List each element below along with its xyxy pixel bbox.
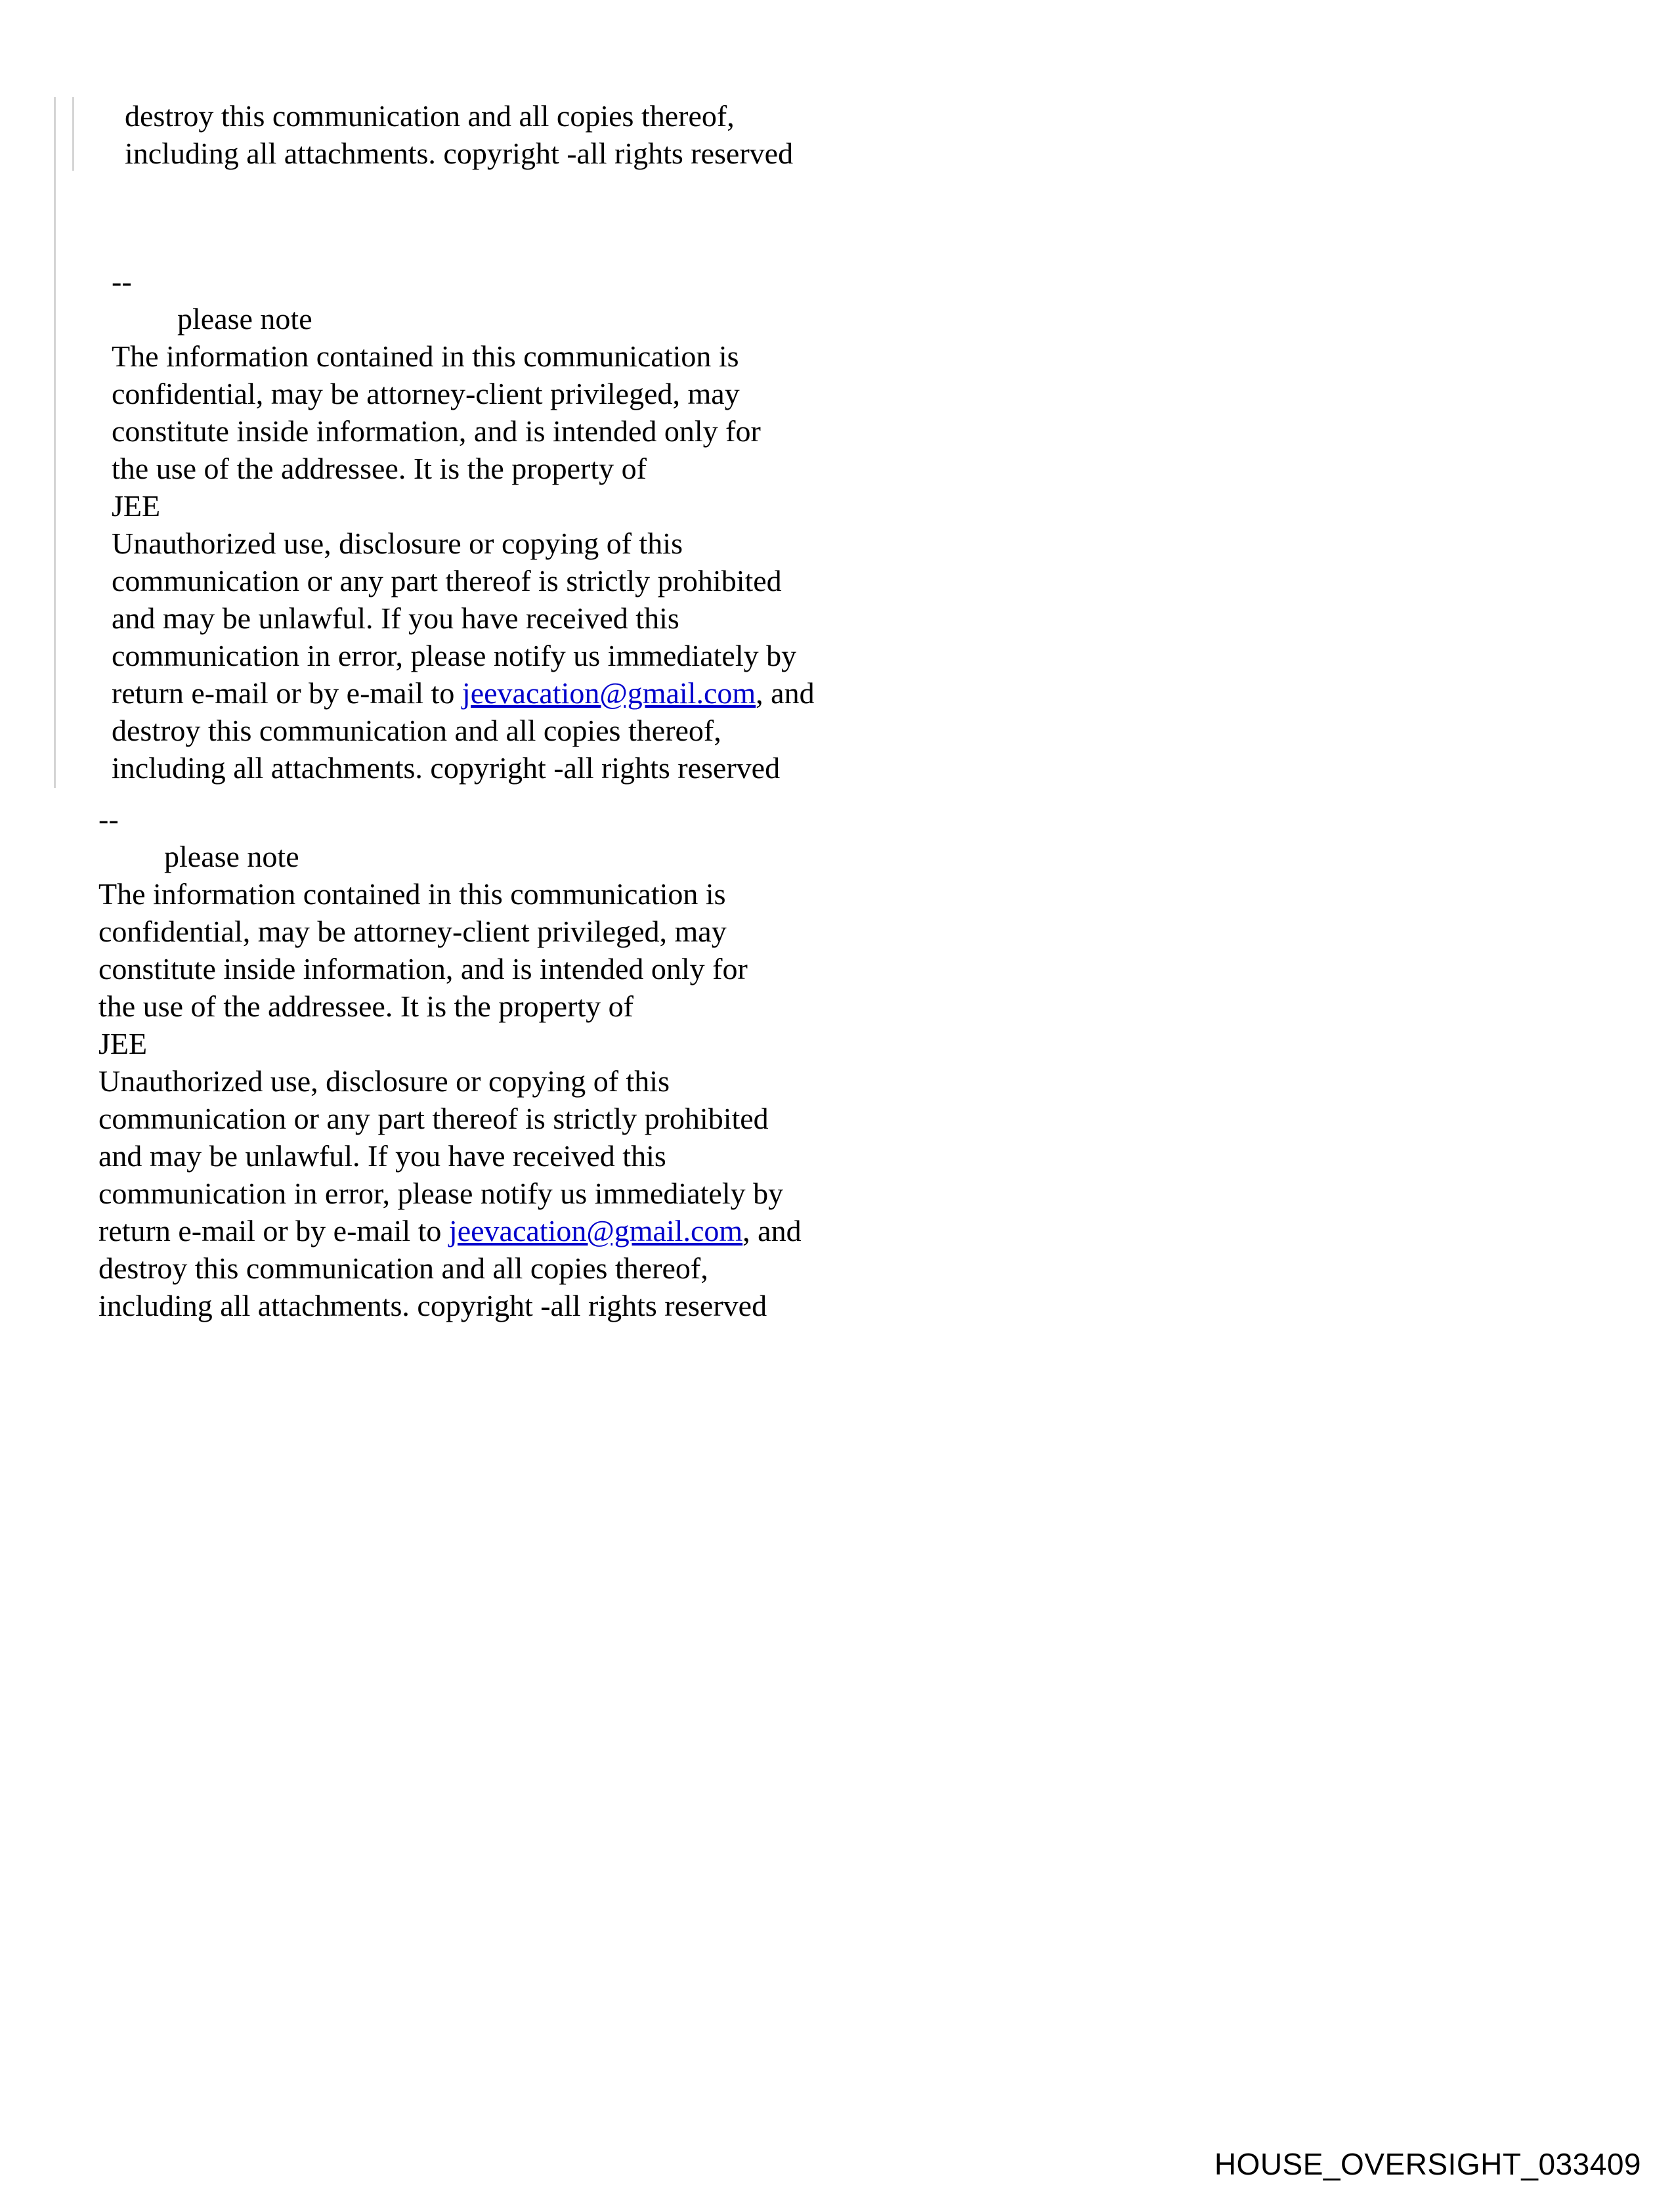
text-line: destroy this communication and all copies thereof, — [98, 1251, 708, 1285]
text-fragment: , and — [742, 1214, 802, 1247]
text-line: including all attachments. copyright -all rights reserved — [112, 751, 781, 785]
text-line: communication or any part thereof is strictly prohibited — [98, 1102, 769, 1135]
text-fragment: return e-mail or by e-mail to — [112, 676, 462, 710]
text-line: the use of the addressee. It is the property of — [98, 989, 633, 1023]
text-line: Unauthorized use, disclosure or copying of this — [98, 1064, 670, 1098]
text-fragment: , and — [756, 676, 815, 710]
text-line: and may be unlawful. If you have received this — [98, 1139, 666, 1173]
text-line: communication in error, please notify us immediately by — [112, 639, 797, 672]
text-line: destroy this communication and all copies thereof, — [125, 99, 735, 133]
text-line: The information contained in this communication is — [98, 877, 726, 911]
text-line: the use of the addressee. It is the property of — [112, 452, 647, 485]
signature-separator: -- — [112, 265, 132, 298]
text-line: communication or any part thereof is strictly prohibited — [112, 564, 782, 597]
main-signature-block — [98, 800, 802, 1324]
text-line: destroy this communication and all copies thereof, — [112, 714, 721, 747]
text-line: including all attachments. copyright -all rights reserved — [125, 137, 794, 170]
quoted-signature-block — [112, 263, 815, 787]
owner-name: JEE — [112, 489, 161, 523]
signature-separator: -- — [98, 802, 119, 836]
text-line: communication in error, please notify us immediately by — [98, 1177, 784, 1210]
please-note-heading: please note — [177, 302, 312, 336]
quote-bar-outer — [54, 97, 56, 788]
quote-bar-inner — [72, 97, 74, 171]
text-line: Unauthorized use, disclosure or copying of this — [112, 527, 683, 560]
email-link[interactable]: jeevacation@gmail.com — [448, 1214, 743, 1247]
owner-name: JEE — [98, 1027, 148, 1060]
text-line-with-email — [112, 674, 815, 712]
bates-number: HOUSE_OVERSIGHT_033409 — [1214, 2147, 1641, 2181]
please-note-heading: please note — [164, 840, 299, 873]
quoted-fragment-top — [125, 97, 793, 172]
text-line: constitute inside information, and is intended only for — [98, 952, 748, 986]
text-line: and may be unlawful. If you have received this — [112, 601, 679, 635]
email-link[interactable]: jeevacation@gmail.com — [461, 676, 756, 710]
text-line: including all attachments. copyright -all rights reserved — [98, 1289, 767, 1322]
text-line: confidential, may be attorney-client privileged, may — [112, 377, 740, 410]
text-fragment: return e-mail or by e-mail to — [98, 1214, 449, 1247]
text-line: constitute inside information, and is intended only for — [112, 414, 761, 448]
text-line-with-email — [98, 1212, 802, 1249]
text-line: confidential, may be attorney-client privileged, may — [98, 915, 727, 948]
text-line: The information contained in this communication is — [112, 339, 739, 373]
